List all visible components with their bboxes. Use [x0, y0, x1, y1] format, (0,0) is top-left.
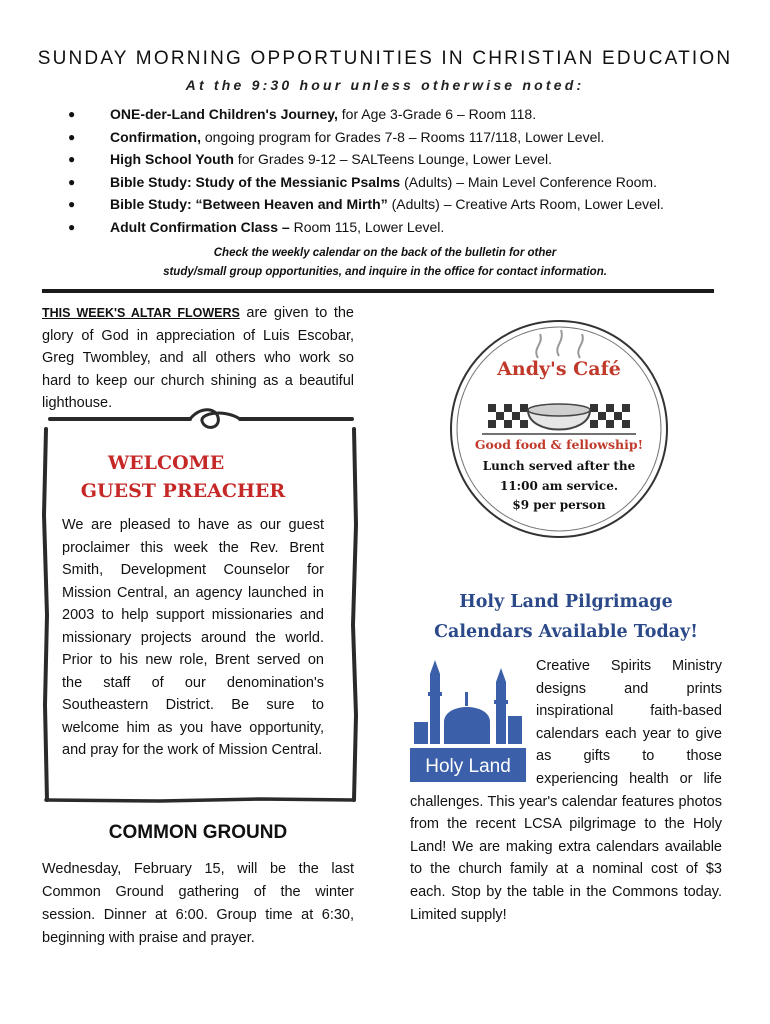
list-item — [68, 193, 728, 216]
common-ground-title: COMMON GROUND — [108, 822, 288, 843]
bullet-icon: ● — [68, 152, 76, 167]
program-name: High School Youth — [110, 151, 234, 168]
program-name: ONE-der-Land Children's Journey, — [110, 106, 338, 122]
guest-preacher-title: GUEST PREACHER — [80, 480, 286, 502]
program-detail: for Age 3-Grade 6 – Room 118. — [337, 106, 537, 122]
welcome-body: We are pleased to have as our guest proclaimer this week the Rev. Brent Smith, Development Counselor for Mission Central, an agency launched in 2003 to help support missionaries and missionary projects around the world. Prior to his new role, Brent served on the staff of our denomination's Southeastern District. Be sure to welcome him as you have opportunity, and pray for the work of Mission Central. — [62, 517, 324, 758]
bullet-icon: ● — [68, 129, 76, 144]
bowl-rim — [528, 404, 590, 416]
program-name: Bible Study: Study of the Messianic Psalms — [110, 173, 401, 190]
program-name: Bible Study: “Between Heaven and Mirth” — [110, 196, 388, 213]
program-detail: (Adults) – Main Level Conference Room. — [400, 173, 657, 190]
section-divider — [42, 289, 714, 293]
program-name: Confirmation, — [110, 128, 201, 145]
page-title: SUNDAY MORNING OPPORTUNITIES IN CHRISTIAN EDUCATION — [37, 48, 733, 69]
program-name: Adult Confirmation Class – — [110, 218, 290, 235]
altar-flowers-text: are given to the glory of God in appreciation of Luis Escobar, Greg Twombley, and all others who work so hard to keep our church shining as a beautiful lighthouse. — [42, 305, 354, 411]
program-detail: for Grades 9-12 – SALTeens Lounge, Lower Level. — [233, 151, 552, 168]
cafe-tagline: Good food & fellowship! — [474, 437, 644, 452]
program-detail: Room 115, Lower Level. — [289, 218, 445, 235]
list-item — [68, 126, 728, 149]
frame-bottom — [46, 799, 354, 801]
holy-land-body — [410, 655, 722, 926]
bullet-icon: ● — [68, 107, 76, 121]
list-item — [68, 171, 728, 194]
calendars-title: Calendars Available Today! — [434, 622, 698, 642]
bullet-icon: ● — [68, 174, 76, 189]
bullet-icon: ● — [68, 197, 76, 212]
common-ground-body: Wednesday, February 15, will be the last Common Ground gathering of the winter session. Dinner at 6:00. Group time at 6:30, beginning with praise and prayer. — [42, 861, 354, 946]
frame-right — [353, 429, 356, 800]
list-item — [68, 103, 728, 126]
welcome-title: WELCOME — [107, 452, 225, 474]
calendar-note — [0, 244, 770, 282]
list-item — [68, 148, 728, 171]
cafe-line: Lunch served after the — [482, 459, 636, 473]
note-line: Check the weekly calendar on the back of the bulletin for other — [213, 247, 557, 259]
bullet-icon: ● — [68, 219, 76, 234]
frame-flourish — [190, 410, 240, 428]
program-detail: ongoing program for Grades 7-8 – Rooms 117/118, Lower Level. — [201, 128, 605, 145]
altar-flowers-lead: THIS WEEK'S ALTAR FLOWERS — [42, 306, 240, 320]
list-item — [68, 216, 728, 239]
holy-land-text: Creative Spirits Ministry designs and prints inspirational faith-based calendars each year to give as gifts to those experiencing health or life challenges. This year's calendar features photos from the recent LCSA pilgrimage to the Holy Land! We are making extra calendars available to the church family at a nominal cost of $3 each. Stop by the table in the Commons today. Limited supply! — [410, 658, 722, 923]
holy-land-title: Holy Land Pilgrimage — [459, 592, 673, 612]
page-subtitle: At the 9:30 hour unless otherwise noted: — [185, 77, 585, 93]
cafe-name: Andy's Café — [497, 358, 621, 380]
cafe-line: 11:00 am service. — [499, 479, 619, 493]
logo-spacer — [410, 655, 536, 783]
program-list — [68, 103, 728, 239]
program-detail: (Adults) – Creative Arts Room, Lower Level. — [387, 196, 664, 213]
cafe-line: $9 per person — [512, 498, 606, 512]
altar-flowers-paragraph — [42, 302, 354, 415]
holy-land-logo-text: Holy Land — [425, 756, 511, 777]
note-line: study/small group opportunities, and inquire in the office for contact information. — [163, 266, 607, 278]
